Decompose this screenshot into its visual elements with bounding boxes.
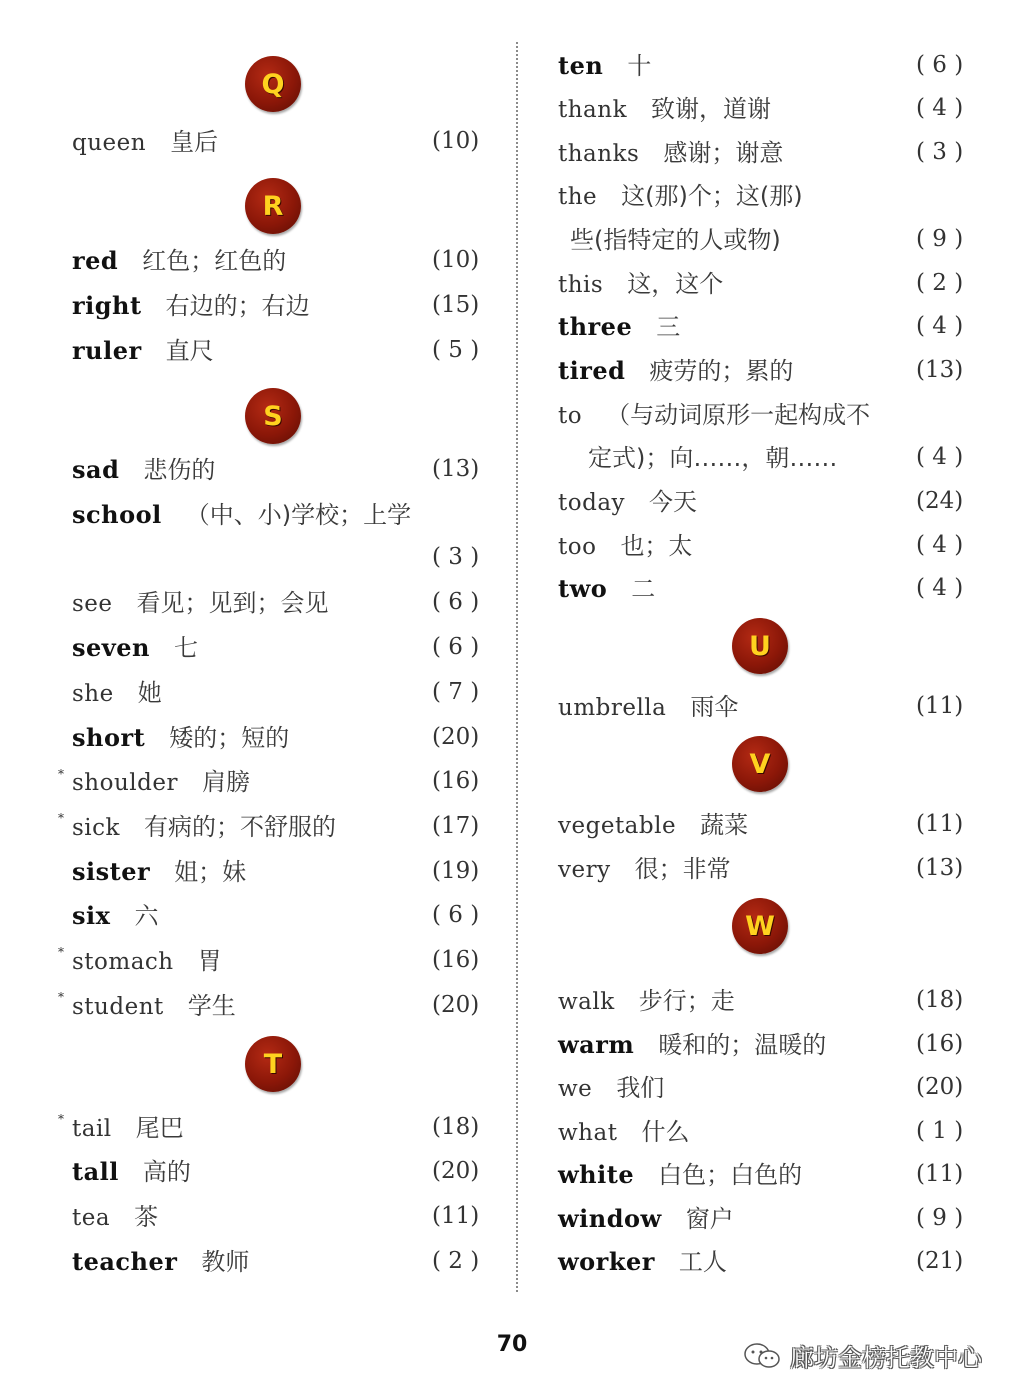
entry-school bbox=[72, 500, 412, 529]
optional-mark: * bbox=[58, 811, 64, 825]
entry-umbrella bbox=[558, 695, 738, 720]
page-number: 70 bbox=[496, 1332, 528, 1357]
entry-she bbox=[72, 681, 162, 706]
meaning: （中、小)学校；上学 bbox=[185, 501, 412, 529]
meaning: 很；非常 bbox=[634, 855, 731, 883]
word: window bbox=[558, 1204, 662, 1233]
unit-ref: (16) bbox=[432, 947, 480, 973]
unit-ref: ( 2 ) bbox=[916, 270, 964, 296]
unit-ref: (20) bbox=[432, 1158, 480, 1184]
meaning: 教师 bbox=[201, 1248, 250, 1276]
meaning: 皇后 bbox=[170, 128, 219, 156]
entry-to-continued bbox=[588, 446, 837, 470]
unit-ref: (19) bbox=[432, 858, 480, 884]
unit-ref: ( 9 ) bbox=[916, 1205, 964, 1231]
entry-shoulder bbox=[72, 770, 250, 795]
word: umbrella bbox=[558, 695, 667, 721]
word: today bbox=[558, 490, 626, 516]
column-divider bbox=[516, 42, 518, 1292]
word: two bbox=[558, 574, 608, 603]
entry-worker bbox=[558, 1247, 727, 1276]
entry-to bbox=[558, 403, 870, 428]
word: school bbox=[72, 500, 162, 529]
letter-badge-r bbox=[245, 178, 301, 234]
letter-s: S bbox=[263, 400, 283, 432]
unit-ref: (20) bbox=[432, 992, 480, 1018]
word: too bbox=[558, 534, 597, 560]
word: warm bbox=[558, 1030, 635, 1059]
unit-ref: ( 6 ) bbox=[432, 589, 480, 615]
entry-six bbox=[72, 901, 159, 930]
meaning: 六 bbox=[134, 902, 159, 930]
entry-tail bbox=[72, 1116, 184, 1141]
word: we bbox=[558, 1076, 593, 1102]
word: to bbox=[558, 403, 583, 429]
word: tall bbox=[72, 1157, 119, 1186]
entry-the-continued bbox=[570, 228, 781, 252]
entry-too bbox=[558, 534, 692, 559]
word: ten bbox=[558, 51, 604, 80]
unit-ref: ( 4 ) bbox=[916, 95, 964, 121]
entry-see bbox=[72, 591, 329, 616]
unit-ref: ( 4 ) bbox=[916, 575, 964, 601]
unit-ref: (13) bbox=[916, 855, 964, 881]
unit-ref: (11) bbox=[916, 1161, 964, 1187]
word: what bbox=[558, 1120, 618, 1146]
entry-we bbox=[558, 1076, 664, 1101]
meaning: 暖和的；温暖的 bbox=[658, 1031, 827, 1059]
unit-ref: (11) bbox=[432, 1203, 480, 1229]
unit-ref: ( 6 ) bbox=[432, 902, 480, 928]
word: stomach bbox=[72, 949, 174, 975]
letter-badge-w bbox=[732, 898, 788, 954]
word: vegetable bbox=[558, 813, 677, 839]
meaning: 她 bbox=[137, 679, 162, 707]
meaning: 十 bbox=[627, 52, 652, 80]
optional-mark: * bbox=[58, 945, 64, 959]
entry-teacher bbox=[72, 1247, 250, 1276]
unit-ref: ( 6 ) bbox=[432, 634, 480, 660]
word: student bbox=[72, 994, 164, 1020]
unit-ref: ( 1 ) bbox=[916, 1118, 964, 1144]
entry-window bbox=[558, 1204, 734, 1233]
entry-ten bbox=[558, 51, 652, 80]
letter-q: Q bbox=[261, 68, 285, 100]
word: very bbox=[558, 857, 611, 883]
entry-sad bbox=[72, 455, 216, 484]
meaning: 什么 bbox=[641, 1118, 690, 1146]
meaning: 矮的；短的 bbox=[169, 724, 290, 752]
meaning: 二 bbox=[631, 575, 656, 603]
meaning: 白色；白色的 bbox=[658, 1161, 803, 1189]
letter-u: U bbox=[749, 630, 771, 662]
unit-ref: (10) bbox=[432, 247, 480, 273]
word: thank bbox=[558, 97, 628, 123]
entry-thank bbox=[558, 97, 771, 122]
unit-ref: ( 2 ) bbox=[432, 1248, 480, 1274]
meaning: 蔬菜 bbox=[700, 811, 749, 839]
meaning: 今天 bbox=[649, 488, 698, 516]
letter-w: W bbox=[745, 910, 775, 942]
unit-ref: ( 4 ) bbox=[916, 444, 964, 470]
unit-ref: (20) bbox=[432, 724, 480, 750]
unit-ref: ( 9 ) bbox=[916, 226, 964, 252]
entry-seven bbox=[72, 633, 198, 662]
meaning: 高的 bbox=[142, 1158, 191, 1186]
watermark bbox=[742, 1338, 982, 1373]
unit-ref: (17) bbox=[432, 813, 480, 839]
meaning: 窗户 bbox=[685, 1205, 734, 1233]
word: sister bbox=[72, 857, 151, 886]
meaning: 右边的；右边 bbox=[165, 292, 310, 320]
unit-ref: (21) bbox=[916, 1248, 964, 1274]
entry-short bbox=[72, 723, 290, 752]
entry-very bbox=[558, 857, 731, 882]
meaning: 三 bbox=[656, 313, 681, 341]
meaning: 直尺 bbox=[165, 337, 214, 365]
word: white bbox=[558, 1160, 635, 1189]
word: queen bbox=[72, 130, 147, 156]
entry-walk bbox=[558, 989, 735, 1014]
entry-tired bbox=[558, 356, 794, 385]
word: sick bbox=[72, 815, 120, 841]
entry-warm bbox=[558, 1030, 827, 1059]
entry-three bbox=[558, 312, 681, 341]
meaning: 肩膀 bbox=[201, 768, 250, 796]
unit-ref: ( 6 ) bbox=[916, 52, 964, 78]
unit-ref: (10) bbox=[432, 128, 480, 154]
word: the bbox=[558, 184, 598, 210]
unit-ref: (18) bbox=[916, 987, 964, 1013]
unit-ref: ( 5 ) bbox=[432, 337, 480, 363]
meaning: 雨伞 bbox=[690, 693, 739, 721]
meaning: 我们 bbox=[616, 1074, 665, 1102]
wechat-icon bbox=[742, 1341, 782, 1371]
meaning: 步行；走 bbox=[638, 987, 735, 1015]
letter-badge-v bbox=[732, 736, 788, 792]
unit-ref: (18) bbox=[432, 1114, 480, 1140]
unit-ref: (11) bbox=[916, 693, 964, 719]
meaning: 悲伤的 bbox=[143, 456, 216, 484]
word: ruler bbox=[72, 336, 142, 365]
unit-ref: ( 3 ) bbox=[916, 139, 964, 165]
entry-today bbox=[558, 490, 697, 515]
meaning: 致谢，道谢 bbox=[651, 95, 772, 123]
meaning: 胃 bbox=[197, 947, 222, 975]
meaning-continued: 定式)；向……，朝…… bbox=[588, 444, 838, 472]
entry-ruler bbox=[72, 336, 214, 365]
meaning: 工人 bbox=[678, 1248, 727, 1276]
meaning: 茶 bbox=[134, 1203, 159, 1231]
entry-two bbox=[558, 574, 656, 603]
word: she bbox=[72, 681, 114, 707]
word: six bbox=[72, 901, 111, 930]
letter-r: R bbox=[262, 190, 284, 222]
word: sad bbox=[72, 455, 120, 484]
word: thanks bbox=[558, 141, 640, 167]
watermark-text: 廊坊金榜托教中心 bbox=[790, 1344, 982, 1372]
entry-sister bbox=[72, 857, 247, 886]
word: right bbox=[72, 291, 142, 320]
entry-stomach bbox=[72, 949, 222, 974]
word: walk bbox=[558, 989, 615, 1015]
unit-ref: (15) bbox=[432, 292, 480, 318]
entry-what bbox=[558, 1120, 689, 1145]
unit-ref: (24) bbox=[916, 488, 964, 514]
letter-v: V bbox=[749, 748, 771, 780]
entry-tall bbox=[72, 1157, 191, 1186]
unit-ref: (11) bbox=[916, 811, 964, 837]
meaning: 七 bbox=[173, 634, 198, 662]
meaning: （与动词原形一起构成不 bbox=[606, 401, 871, 429]
word: three bbox=[558, 312, 633, 341]
unit-ref: (20) bbox=[916, 1074, 964, 1100]
meaning: 尾巴 bbox=[135, 1114, 184, 1142]
word: this bbox=[558, 272, 604, 298]
optional-mark: * bbox=[58, 1112, 64, 1126]
word: see bbox=[72, 591, 113, 617]
meaning: 感谢；谢意 bbox=[663, 139, 784, 167]
entry-vegetable bbox=[558, 813, 748, 838]
meaning: 疲劳的；累的 bbox=[649, 357, 794, 385]
meaning: 也；太 bbox=[620, 532, 693, 560]
meaning: 这(那)个；这(那) bbox=[621, 182, 803, 210]
meaning: 学生 bbox=[187, 992, 236, 1020]
word: worker bbox=[558, 1247, 655, 1276]
unit-ref: ( 4 ) bbox=[916, 532, 964, 558]
meaning: 姐；妹 bbox=[174, 858, 247, 886]
unit-ref: (13) bbox=[432, 456, 480, 482]
word: tail bbox=[72, 1116, 112, 1142]
word: teacher bbox=[72, 1247, 178, 1276]
entry-thanks bbox=[558, 141, 783, 166]
entry-the bbox=[558, 184, 803, 209]
letter-badge-q bbox=[245, 56, 301, 112]
meaning: 红色；红色的 bbox=[142, 247, 287, 275]
meaning-continued: 些(指特定的人或物) bbox=[570, 226, 781, 254]
unit-ref: ( 7 ) bbox=[432, 679, 480, 705]
unit-ref: (16) bbox=[916, 1031, 964, 1057]
meaning: 有病的；不舒服的 bbox=[143, 813, 336, 841]
word: shoulder bbox=[72, 770, 178, 796]
unit-ref: ( 4 ) bbox=[916, 313, 964, 339]
entry-tea bbox=[72, 1205, 158, 1230]
word: seven bbox=[72, 633, 150, 662]
letter-badge-u bbox=[732, 618, 788, 674]
entry-sick bbox=[72, 815, 336, 840]
entry-this bbox=[558, 272, 723, 297]
unit-ref: (13) bbox=[916, 357, 964, 383]
word: red bbox=[72, 246, 119, 275]
letter-badge-t bbox=[245, 1036, 301, 1092]
meaning: 这，这个 bbox=[627, 270, 724, 298]
word: tea bbox=[72, 1205, 111, 1231]
word: short bbox=[72, 723, 146, 752]
optional-mark: * bbox=[58, 767, 64, 781]
entry-right bbox=[72, 291, 310, 320]
optional-mark: * bbox=[58, 990, 64, 1004]
letter-t: T bbox=[263, 1048, 283, 1080]
entry-student bbox=[72, 994, 236, 1019]
unit-ref: ( 3 ) bbox=[432, 544, 480, 570]
entry-white bbox=[558, 1160, 803, 1189]
entry-queen bbox=[72, 130, 218, 155]
meaning: 看见；见到；会见 bbox=[136, 589, 329, 617]
entry-red bbox=[72, 246, 287, 275]
letter-badge-s bbox=[245, 388, 301, 444]
word: tired bbox=[558, 356, 626, 385]
unit-ref: (16) bbox=[432, 768, 480, 794]
